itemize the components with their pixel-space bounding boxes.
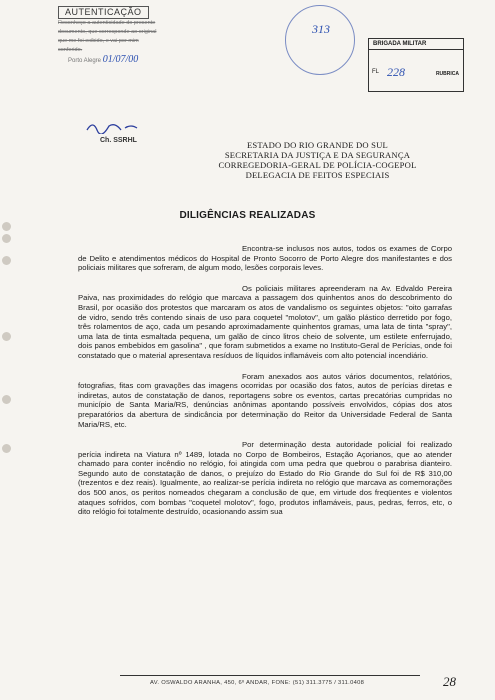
body-paragraph: Foram anexados aos autos vários documentos, relatórios, fotografias, fitas com gravações das imagens ocorridas por ocasião dos fatos, autos de perícias diretas e indiretas, autos de constatação de danos, reportagens sobre os eventos, cartas precatórias cumpridas no município de Santa Maria/RS, denúncias anônimas apontando possíveis envolvidos, cópias dos atos preparatórios da abertura de sindicância por determinação do Reitor da Universidade Federal de Santa Maria/RS, etc. <box>78 371 452 429</box>
body-paragraph: Por determinação desta autoridade policial foi realizado perícia indireta na Viatura nº 1489, lotada no Corpo de Bombeiros, Estação Açorianos, que ao atender chamado para conter incêndio no relógio, foi atingida com uma pedra que quebrou o parabrisa dianteiro. Segundo auto de constatação de danos, o prejuízo do Estado do Rio Grande do Sul foi de R$ 310,00 (trezentos e dez reais). Igualmente, ao realizar-se perícia indireta no relógio que marcava as comemorações dos 500 anos, os peritos nomeados chegaram a conclusão de que, em virtude dos freqüentes e violentos ataques sofridos, com bombas "coquetel molotov", fogo, produtos inflamáveis, paus, pedras, ferros, etc, o dito relógio foi totalmente destruído, ocasionando assim sua <box>78 440 452 517</box>
brigada-rubrica-label: RUBRICA <box>435 71 459 77</box>
letterhead-line: SECRETARIA DA JUSTIÇA E DA SEGURANÇA <box>224 150 411 160</box>
letterhead-line: DELEGACIA DE FEITOS ESPECIAIS <box>245 170 390 180</box>
body-paragraph: Encontra-se inclusos nos autos, todos os exames de Corpo de Delito e atendimentos médicos do Hospital de Pronto Socorro de Porto Alegre dos manifestantes e dos policiais militares que sofreram, de algum modo, lesões corporais leves. <box>78 244 452 273</box>
protocol-stamp-number: 313 <box>312 22 330 36</box>
section-title: DILIGÊNCIAS REALIZADAS <box>179 210 316 221</box>
page-number: 28 <box>443 674 456 689</box>
auth-date-value: 01/07/00 <box>102 54 139 65</box>
brigada-stamp-title: BRIGADA MILITAR <box>369 39 463 50</box>
brigada-militar-stamp <box>368 38 464 92</box>
authentication-stamp <box>58 6 173 86</box>
auth-stamp-line: documento, que corresponde ao original <box>58 29 157 35</box>
signature-scribble <box>85 118 145 134</box>
brigada-fl-value: 228 <box>387 65 405 79</box>
auth-date-label: Porto Alegre <box>68 58 102 64</box>
handwritten-signature <box>85 118 145 139</box>
body-paragraph: Os policiais militares apreenderam na Av. Edvaldo Pereira Paiva, nas proximidades do relógio que marcava a passagem dos quinhentos anos do descobrimento do Brasil, por ocasião dos protestos que marcaram os atos de vandalismo os seguintes objetos: "oito garrafas de vidro, sendo três contendo sinais de uso para coquetel "molotov", um galão plástico derretido por fogo, três rolamentos de aço, cada um pesando aproximadamente quinhentos gramas, uma lata de tinta "spray", uma lata de tinta esmaltada pequena, um galão de cinco litros cheio de solvente, um estilete enferrujado, dois panos embebidos em gasolina" , que foram submetidos a exame no Instituto-Geral de Perícias, onde foi constatado que o material apresentava resíduos de líquidos inflamáveis com alto potencial incendiário. <box>78 283 452 360</box>
auth-stamp-title: AUTENTICAÇÃO <box>58 6 149 19</box>
document-body <box>78 244 452 528</box>
signature-name: Ch. SSRHL <box>100 137 137 144</box>
letterhead <box>0 140 495 180</box>
protocol-circular-stamp <box>285 5 355 75</box>
brigada-fl-label: FL <box>372 69 380 75</box>
auth-stamp-line: que me foi exibido, e vai por mim <box>58 38 139 44</box>
auth-stamp-line: Reconheço a autenticidade do presente <box>58 20 156 26</box>
auth-stamp-line: conferido. <box>58 47 83 53</box>
letterhead-line: CORREGEDORIA-GERAL DE POLÍCIA-COGEPOL <box>218 160 417 170</box>
footer-address: AV. OSWALDO ARANHA, 450, 6º ANDAR, FONE: (51) 311.3775 / 311.0408 <box>150 680 365 686</box>
letterhead-line: ESTADO DO RIO GRANDE DO SUL <box>246 140 388 150</box>
footer-rule <box>120 675 420 676</box>
auth-stamp-date <box>68 55 173 66</box>
